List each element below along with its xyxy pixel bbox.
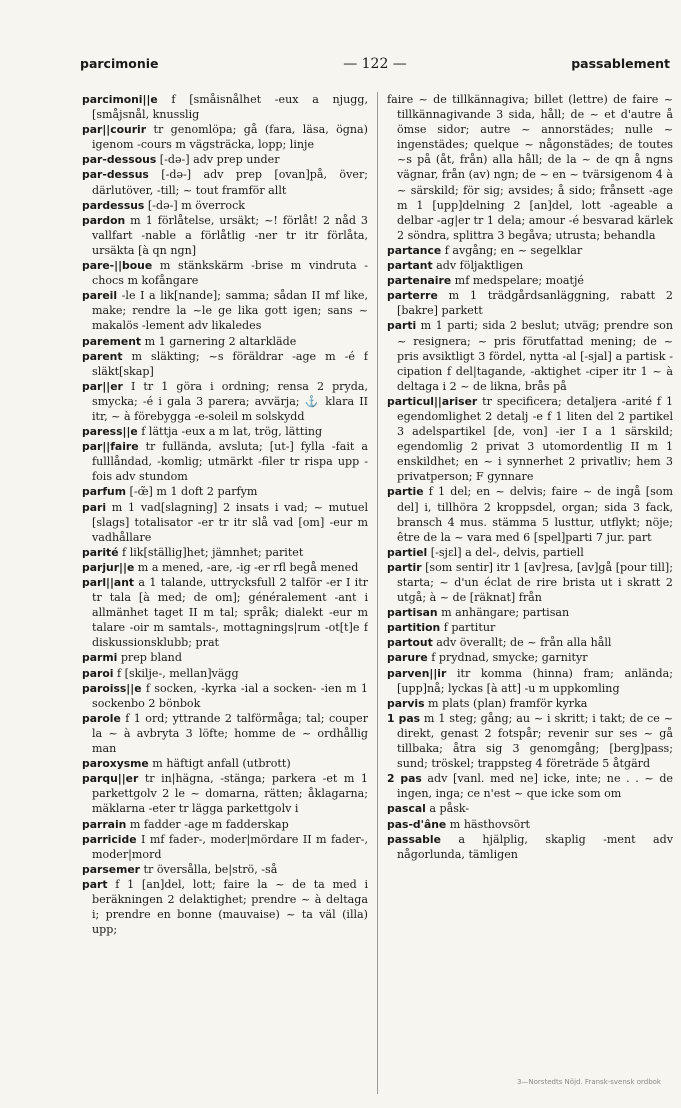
entry-definition: m a mened, -are, -ig -er rfl begå mened: [134, 560, 359, 574]
dictionary-entry: [387, 273, 673, 288]
entry-definition: m anhängare; partisan: [437, 606, 570, 620]
dictionary-entry: [82, 424, 368, 439]
dictionary-entry: [82, 666, 368, 681]
entry-headword: pare-||boue: [82, 259, 153, 273]
entry-definition: f lik[ställig]het; jämnhet; paritet: [118, 545, 304, 559]
entry-headword: 1 pas: [387, 711, 421, 725]
entry-headword: pardon: [82, 213, 126, 227]
dictionary-entry: [82, 167, 368, 197]
dictionary-entry: [82, 832, 368, 862]
entry-headword: parole: [82, 711, 121, 725]
entry-headword: partant: [387, 259, 433, 273]
entry-definition: a påsk-: [425, 802, 470, 816]
entry-headword: partenaire: [387, 274, 452, 288]
header-page-number: — 122 —: [343, 56, 407, 72]
entry-headword: parent: [82, 349, 123, 363]
dictionary-entry: [82, 545, 368, 560]
entry-headword: parjur||e: [82, 560, 135, 574]
entry-definition: m 1 steg; gång; au ~ i skritt; i takt; de ce ~ direkt, genast 2 fotspår; revenir sur ses ~ gå tillbaka; åtra sig 3 genomgång; [berg]pass; sund; tröskel; trappsteg 4 företräde 5 åtgärd: [397, 711, 673, 771]
entry-headword: parsemer: [82, 862, 140, 876]
entry-headword: paroxysme: [82, 757, 149, 771]
entry-definition: [-dǝ-] adv prep [ovan]på, över; därlutöver, -till; ~ tout framför allt: [92, 168, 368, 197]
entry-definition: m 1 garnering 2 altarkläde: [141, 334, 297, 348]
entry-headword: parti: [387, 319, 417, 333]
entry-definition: I tr 1 göra i ordning; rensa 2 pryda, smycka; -é i gala 3 parera; avvärja; ⚓ klara II itr, ~ à förebygga -e-soleil m solskydd: [92, 379, 368, 423]
entry-headword: parcimoni||e: [82, 93, 158, 106]
dictionary-entry: [387, 711, 673, 771]
dictionary-entry: [82, 771, 368, 816]
dictionary-entry: [387, 620, 673, 635]
header-right-guideword: passablement: [571, 56, 670, 71]
dictionary-entry: [82, 756, 368, 771]
dictionary-entry: [82, 198, 368, 213]
entry-definition: f lättja -eux a m lat, trög, lätting: [137, 425, 323, 439]
dictionary-entry: [82, 681, 368, 711]
entry-headword: parure: [387, 651, 428, 665]
dictionary-entry: [82, 379, 368, 424]
dictionary-entry: [387, 605, 673, 620]
entry-definition: m 1 vad[slagning] 2 insats i vad; ~ mutuel [slags] totalisator -er tr itr slå vad [om] -eur m vadhållare: [92, 500, 368, 544]
entry-headword: paroi: [82, 666, 114, 680]
entry-headword: partir: [387, 560, 422, 574]
entry-definition: faire ~ de tillkännagiva; billet (lettre) de faire ~ tillkännagivande 3 sida, håll; de ~ et d'autre å ömse sidor; autre ~ annorstädes; nulle ~ ingenstädes; quelque ~ någonstädes; de toutes ~s på (åt, från) alla håll; de la ~ de qn å ngns vägnar, från (av) ngn; de ~ en ~ tvärsigenom 4 à ~ särskild; för sig; avsides; å sido; frånsett -age m 1 [upp]delning 2 [an]del, lott -ageable a delbar -ag|er tr 1 dela; amour -é besvarad kärlek 2 söndra, splittra 3 begåva; utrusta; behandla: [387, 93, 673, 242]
entry-definition: a hjälplig, skaplig -ment adv någorlunda, tämligen: [397, 832, 673, 861]
dictionary-entry: [387, 832, 673, 862]
entry-definition: adv följaktligen: [432, 259, 524, 273]
entry-definition: tr fullända, avsluta; [ut-] fylla -fait a fulllåndad, -komlig; utmärkt -filer tr rispa upp -fois adv stundom: [92, 440, 368, 484]
entry-definition: [-sjɛl] a del-, delvis, partiell: [427, 545, 584, 559]
entry-headword: paroiss||e: [82, 681, 142, 695]
entry-headword: par||er: [82, 379, 123, 393]
dictionary-entry: [82, 560, 368, 575]
entry-definition: m hästhovsört: [446, 817, 530, 831]
entry-definition: [-dǝ-] adv prep under: [156, 153, 280, 167]
entry-definition: f prydnad, smycke; garnityr: [427, 651, 588, 665]
entry-headword: partiel: [387, 545, 428, 559]
dictionary-entry: [82, 152, 368, 167]
entry-headword: parement: [82, 334, 142, 348]
entry-headword: par||courir: [82, 123, 147, 137]
entry-definition: [som sentir] itr 1 [av]resa, [av]gå [pour till]; starta; ~ d'un éclat de rire brista ut i skratt 2 utgå; à ~ de [räknat] från: [397, 560, 673, 605]
dictionary-entry: [387, 560, 673, 605]
dictionary-entry: [387, 318, 673, 393]
entry-definition: m häftigt anfall (utbrott): [148, 757, 291, 771]
entry-headword: parl||ant: [82, 576, 135, 589]
left-column: [82, 92, 368, 1092]
entry-definition: f avgång; en ~ segelklar: [441, 243, 583, 257]
dictionary-entry: [387, 258, 673, 273]
dictionary-entry: [82, 817, 368, 832]
entry-definition: tr specificera; detaljera -arité f 1 egendomlighet 2 detalj -e f 1 liten del 2 partikel 3 adelspartikel [de, von] -ier I a 1 särskild; egendomlig 2 privat 3 utomordentlig II m 1 enskildhet; en ~ i synnerhet 2 privatliv; hem 3 privatperson; F gynnare: [397, 394, 673, 484]
column-divider: [377, 92, 378, 1094]
dictionary-entry: [387, 817, 673, 832]
printer-footnote: 3—Norstedts Nöjd. Fransk-svensk ordbok: [516, 1078, 661, 1086]
dictionary-entry: [387, 666, 673, 696]
dictionary-entry: [387, 243, 673, 258]
entry-definition: m 1 förlåtelse, ursäkt; ~! förlåt! 2 nåd 3 vallfart -nable a förlåtlig -ner tr itr förlåta, ursäkta [à qn ngn]: [92, 213, 368, 257]
entry-headword: parvis: [387, 696, 425, 710]
entry-headword: part: [82, 877, 108, 891]
dictionary-entry: [82, 288, 368, 333]
entry-definition: m stänkskärm -brise m vindruta -chocs m kofångare: [92, 259, 368, 288]
entry-headword: partition: [387, 621, 441, 635]
entry-definition: m släkting; ~s föräldrar -age m -é f släkt[skap]: [92, 349, 368, 378]
dictionary-entry: [387, 650, 673, 665]
dictionary-entry: [82, 334, 368, 349]
dictionary-entry: [387, 771, 673, 801]
entry-definition: [-dǝ-] m överrock: [144, 198, 246, 212]
entry-headword: pascal: [387, 802, 426, 816]
dictionary-entry: [82, 349, 368, 379]
entry-headword: partie: [387, 485, 424, 499]
entry-headword: par||faire: [82, 440, 139, 454]
entry-headword: par-dessous: [82, 153, 157, 167]
entry-definition: f 1 ord; yttrande 2 talförmåga; tal; couper la ~ à avbryta 3 löfte; homme de ~ ordhållig man: [92, 711, 368, 756]
entry-definition: itr komma (hinna) fram; anlända; [upp]nå; lyckas [à att] -u m uppkomling: [397, 666, 673, 695]
entry-definition: f 1 del; en ~ delvis; faire ~ de ingå [som del] i, tillhöra 2 kroppsdel, organ; sida 3 fack, bransch 4 mus. stämma 5 lusttur, utflykt; nöje; être de la ~ vara med 6 [spel]parti 7 jur. part: [397, 485, 673, 544]
entry-headword: partisan: [387, 606, 438, 620]
entry-definition: f [småisnålhet -eux a njugg, [småjsnål, knusslig: [92, 93, 368, 122]
entry-definition: tr in|hägna, -stänga; parkera -et m 1 parkettgolv 2 le ~ domarna, rätten; åklagarna; mäklarna -eter tr lägga parkettgolv i: [92, 772, 368, 816]
entry-definition: -le I a lik[nande]; samma; sådan II mf like, make; rendre la ~le ge lika gott igen; sans ~ makalös -lement adv likaledes: [92, 289, 368, 333]
entry-headword: 2 pas: [387, 772, 422, 786]
dictionary-entry: [387, 635, 673, 650]
entry-definition: mf medspelare; moatjé: [451, 274, 584, 288]
entry-headword: parrain: [82, 817, 127, 831]
dictionary-entry: [82, 484, 368, 499]
page-header: [80, 56, 670, 76]
dictionary-entry: [82, 575, 368, 650]
entry-definition: I mf fader-, moder|mördare II m fader-, moder|mord: [92, 832, 368, 861]
entry-definition: m 1 parti; sida 2 beslut; utväg; prendre son ~ resignera; ~ pris förutfattad mening; de ~ pris avsiktligt 3 fördel, nytta -al [-sjal] a partisk -cipation f del|tagande, -aktighet -ciper itr 1 ~ à deltaga i 2 ~ de likna, brås på: [397, 319, 673, 393]
entry-headword: passable: [387, 832, 441, 846]
entry-headword: partance: [387, 243, 442, 257]
entry-definition: m 1 trädgårdsanläggning, rabatt 2 [bakre] parkett: [397, 289, 673, 318]
dictionary-entry: [387, 288, 673, 318]
entry-headword: partout: [387, 636, 433, 650]
entry-definition: m fadder -age m fadderskap: [126, 817, 289, 831]
dictionary-entry: [387, 394, 673, 485]
entry-headword: parmi: [82, 651, 118, 665]
entry-definition: a 1 talande, uttrycksfull 2 talför -er I itr tr tala [à med; de om]; généralement -ant i allmänhet taget II m tal; språk; dialekt -eur m talare -oir m samtals-, mottagnings|rum -ot[t]e f diskussionsklubb; prat: [92, 576, 368, 650]
entry-headword: paress||e: [82, 425, 138, 439]
entry-headword: parven||ir: [387, 666, 447, 680]
right-column: [387, 92, 673, 1092]
entry-headword: parricide: [82, 832, 137, 846]
entry-definition: adv [vanl. med ne] icke, inte; ne . . ~ de ingen, inga; ce n'est ~ que icke som om: [397, 772, 673, 801]
header-left-guideword: parcimonie: [80, 56, 159, 71]
entry-headword: parité: [82, 545, 119, 559]
entry-definition: m plats (plan) framför kyrka: [424, 696, 588, 710]
entry-definition: adv överallt; de ~ från alla håll: [432, 636, 612, 650]
dictionary-entry: [82, 711, 368, 756]
dictionary-entry: [82, 500, 368, 545]
entry-headword: pareil: [82, 289, 118, 303]
entry-headword: pas-d'âne: [387, 817, 447, 831]
entry-headword: par-dessus: [82, 168, 149, 182]
entry-headword: parfum: [82, 485, 126, 499]
dictionary-entry: [82, 122, 368, 152]
entry-headword: particul||ariser: [387, 394, 478, 408]
entry-definition: f socken, -kyrka -ial a socken- -ien m 1 sockenbo 2 bönbok: [92, 681, 368, 710]
entry-headword: pardessus: [82, 198, 145, 212]
entry-definition: prep bland: [117, 651, 182, 665]
dictionary-entry: [387, 92, 673, 243]
dictionary-entry: [387, 484, 673, 544]
entry-headword: parterre: [387, 289, 438, 303]
dictionary-entry: [82, 92, 368, 122]
entry-headword: parqu||er: [82, 772, 139, 786]
dictionary-entry: [82, 439, 368, 484]
dictionary-entry: [387, 801, 673, 816]
dictionary-entry: [387, 545, 673, 560]
entry-headword: pari: [82, 500, 107, 514]
entry-definition: [-œ̃] m 1 doft 2 parfym: [125, 485, 258, 499]
dictionary-entry: [82, 213, 368, 258]
entry-definition: tr översålla, be|strö, -så: [140, 862, 278, 876]
entry-definition: f [skilje-, mellan]vägg: [113, 666, 239, 680]
dictionary-entry: [82, 258, 368, 288]
dictionary-entry: [387, 696, 673, 711]
entry-definition: f 1 [an]del, lott; faire la ~ de ta med i beräkningen 2 delaktighet; prendre ~ à deltaga i; prendre en bonne (mauvaise) ~ ta väl (illa) upp;: [92, 877, 368, 937]
dictionary-entry: [82, 862, 368, 877]
entry-definition: f partitur: [440, 621, 496, 635]
entry-definition: tr genomlöpa; gå (fara, läsa, ögna) igenom -cours m vägsträcka, lopp; linje: [92, 123, 368, 152]
dictionary-entry: [82, 650, 368, 665]
dictionary-entry: [82, 877, 368, 937]
